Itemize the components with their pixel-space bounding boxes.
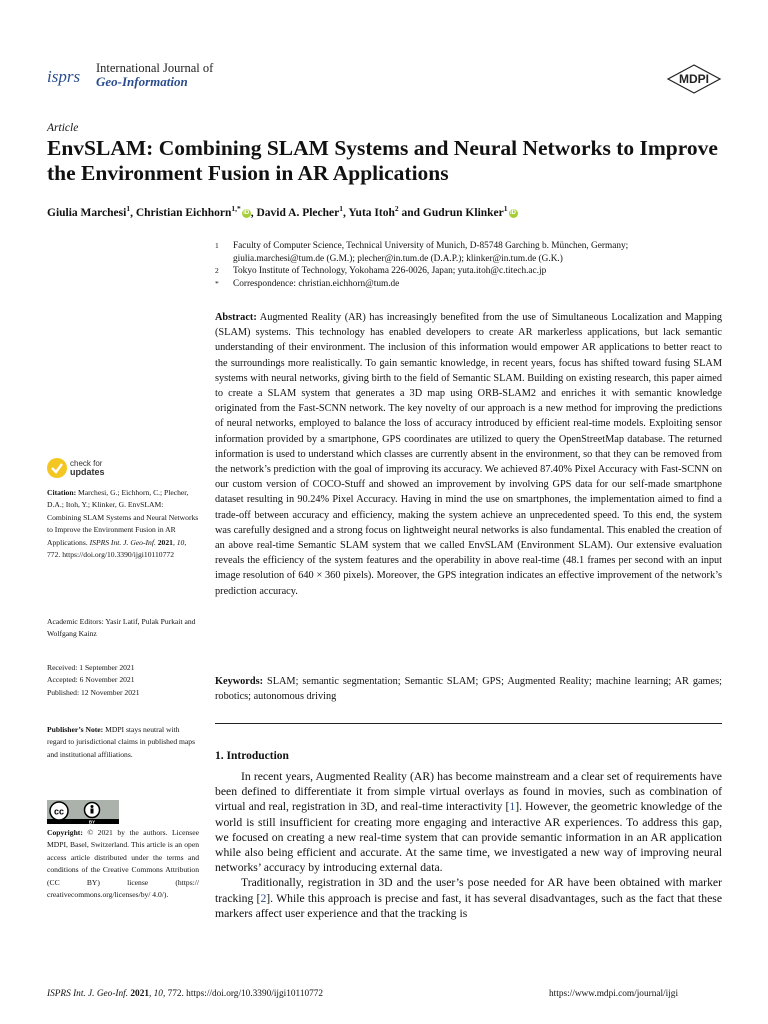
- author-affiliation-marker: 1,*: [231, 204, 241, 213]
- keywords-label: Keywords:: [215, 676, 264, 687]
- mdpi-logo: [666, 64, 722, 94]
- check-line1: check for: [70, 459, 103, 468]
- author-affiliation-marker: 1: [503, 204, 508, 213]
- citation-journal: ISPRS Int. J. Geo-Inf.: [89, 537, 156, 547]
- keywords-text: SLAM; semantic segmentation; Semantic SLAM; GPS; Augmented Reality; machine learning; AR games; robotics; autonomous driving: [215, 676, 722, 703]
- orcid-icon[interactable]: iD: [510, 209, 517, 216]
- logo-text: isprs: [47, 67, 81, 86]
- footer-citation: ISPRS Int. J. Geo-Inf. 2021, 10, 772. https://doi.org/10.3390/ijgi10110772: [47, 989, 324, 999]
- affiliations: [215, 240, 725, 290]
- citation-year: 2021: [157, 537, 173, 547]
- affiliation-number: 1: [215, 241, 219, 250]
- citation-text: Marchesi, G.; Eichhorn, C.; Plecher, D.A.; Itoh, Y.; Klinker, G. EnvSLAM: Combining SLAM Systems and Neural Networks to Improve the Environment Fusion in AR Applications.: [47, 488, 199, 547]
- author-name: Gudrun Klinker: [422, 206, 504, 219]
- affiliation-number: 2: [215, 266, 219, 275]
- author-separator: and: [398, 206, 423, 219]
- footer-journal-url[interactable]: https://www.mdpi.com/journal/ijgi: [549, 989, 679, 999]
- mdpi-text: MDPI: [679, 72, 709, 86]
- citation-block: Citation: Marchesi, G.; Eichhorn, C.; Plecher, D.A.; Itoh, Y.; Klinker, G. EnvSLAM: Combining SLAM Systems and Neural Networks to Improve the Environment Fusion in AR Applications. ISPRS Int. J. Geo-Inf. 2021, 10, 772. https://doi.org/10.3390/ijgi10110772: [47, 488, 199, 560]
- journal-line2: Geo-Information: [96, 74, 188, 89]
- paragraph-text: Traditionally, registration in 3D and the user’s pose needed for AR have been obtained with marker tracking [: [215, 876, 722, 905]
- paragraph-text: ]. However, the geometric knowledge of the world is still insufficient for creating more engaging and interactive AR experiences. To address this gap, we focused on creating a new real-time system that can provide semantic information in an AR application while also being efficient and accurate. At the same time, we investigated a new way of improving neural networks’ accuracy by introducing external data.: [215, 800, 723, 875]
- orcid-icon[interactable]: iD: [243, 209, 250, 216]
- affiliation-text: giulia.marchesi@tum.de (G.M.); plecher@in.tum.de (D.A.P.); klinker@in.tum.de (G.K.): [233, 253, 563, 264]
- academic-editors: Academic Editors: Yasir Latif, Pulak Purkait and Wolfgang Kainz: [47, 617, 196, 639]
- isprs-logo: [47, 66, 93, 88]
- footer-volume: 10: [153, 989, 163, 999]
- citation-volume: 10: [176, 537, 185, 547]
- author-separator: ,: [130, 206, 136, 219]
- abstract-label: Abstract:: [215, 312, 257, 323]
- author-affiliation-marker: 1: [126, 204, 131, 213]
- author-list: [47, 204, 518, 219]
- cc-by-text: BY: [88, 819, 96, 824]
- affiliation-row: [215, 278, 725, 291]
- citation-link[interactable]: 1: [509, 800, 516, 814]
- footer-year: 2021: [130, 989, 149, 999]
- copyright-text: © 2021 by the authors. Licensee MDPI, Basel, Switzerland. This article is an open access article distributed under the terms and conditions of the Creative Commons Attribution (CC BY) license (https:// creativecommons.org/licenses/by/ 4.0/).: [47, 828, 199, 900]
- check-for-updates-button[interactable]: [47, 458, 137, 482]
- affiliation-number: [215, 253, 233, 266]
- keywords: [215, 674, 722, 704]
- section-heading: 1. Introduction: [215, 750, 289, 762]
- author-separator: ,: [250, 206, 257, 219]
- affiliation-text: Tokyo Institute of Technology, Yokohama 226-0026, Japan; yuta.itoh@c.titech.ac.jp: [233, 266, 547, 276]
- check-updates-icon: [47, 458, 67, 478]
- affiliation-text: Correspondence: christian.eichhorn@tum.de: [233, 278, 400, 289]
- section-divider: [215, 723, 722, 724]
- publisher-note: [47, 724, 199, 761]
- footer-doi[interactable]: , 772. https://doi.org/10.3390/ijgi10110772: [162, 989, 324, 999]
- svg-text:cc: cc: [53, 806, 65, 817]
- published-date: Published: 12 November 2021: [47, 687, 140, 697]
- author-name: Yuta Itoh: [348, 206, 395, 219]
- citation-label: Citation:: [47, 488, 77, 497]
- abstract-text: Augmented Reality (AR) has increasingly benefited from the use of Simultaneous Localization and Mapping (SLAM) systems. This technology has enabled developers to create AR markerless applications, but lack semantic understanding of their environment. The inclusion of this information would empower AR applications to better react to the surroundings more realistically. To gain semantic knowledge, in recent years, focus has shifted toward fusing SLAM systems with neural networks, giving birth to the field of Semantic SLAM. Building on existing research, this paper aimed to create a SLAM system that generates a 3D map using ORB-SLAM2 and enriches it with semantic knowledge originated from the Fast-SCNN network. The key novelty of our approach is a new method for improving the predictions of neural networks, employed to balance the loss of accuracy introduced by efficient real-time models. Exploiting sensor information provided by a smartphone, GPS coordinates are utilized to query the OpenStreetMap database. The returned information is used to understand which classes are currently absent in the environment, so that they can be removed from the network’s prediction with the goal of improving its accuracy. We achieved 87.40% Pixel Accuracy with Fast-SCNN on our custom version of COCO-Stuff and showed an improvement by involving GPS data for our self-made smartphone dataset resulting in 90.24% Pixel Accuracy. Having in mind the use on smartphones, the implementation aimed to find a trade-off between accuracy and efficiency, making the system achieve an unprecedented speed. To this end, the system was carefully designed and a strong focus on lightweight neural networks is also fundamental. This enabled the creation of an above real-time Semantic SLAM system that we called EnvSLAM (Environment SLAM). Our extensive evaluation reveals the efficiency of the system features and the operability in above real-time (48.1 frames per second with an input image resolution of 640 × 360 pixels). Moreover, the GPS integration indicates an effective improvement of the network’s prediction accuracy.: [215, 312, 722, 597]
- author-separator: ,: [342, 206, 349, 219]
- check-line2: updates: [70, 467, 105, 477]
- note-text: MDPI stays neutral with regard to jurisdictional claims in published maps and institutional affiliations.: [47, 725, 196, 759]
- affiliation-number: *: [215, 278, 219, 288]
- author-name: Christian Eichhorn: [135, 206, 232, 219]
- journal-line1: International Journal of: [96, 61, 214, 75]
- received-date: Received: 1 September 2021: [47, 663, 135, 672]
- paragraph-text: ]. While this approach is precise and fast, it has several disadvantages, such as the fact that these markers affect user experience and that the tracking is: [215, 891, 723, 920]
- author-name: Giulia Marchesi: [47, 206, 127, 219]
- citation-doi: , 772. https://doi.org/10.3390/ijgi10110772: [47, 537, 187, 560]
- article-type-label: Article: [47, 122, 79, 134]
- affiliation-text: Faculty of Computer Science, Technical University of Munich, D-85748 Garching b. München, Germany;: [233, 241, 629, 251]
- cc-by-license-icon[interactable]: [47, 800, 119, 824]
- paper-title: EnvSLAM: Combining SLAM Systems and Neural Networks to Improve the Environment Fusion in AR Applications: [47, 136, 718, 185]
- journal-name: [96, 61, 213, 89]
- affiliation-row: [215, 253, 725, 266]
- paragraph-text: In recent years, Augmented Reality (AR) has become mainstream and a clear set of requirements have been defined to differentiate it from simple virtual overlays as found in movies, such as combination of virtual and real, registration in 3D, and real-time interactivity [: [215, 770, 722, 814]
- author-name: David A. Plecher: [256, 206, 340, 219]
- publication-dates: [47, 662, 199, 699]
- paragraph: [215, 769, 722, 875]
- affiliation-row: [215, 265, 725, 278]
- paragraph: [215, 875, 722, 921]
- author-affiliation-marker: 2: [394, 204, 399, 213]
- introduction-body: [215, 769, 722, 921]
- note-label: Publisher’s Note:: [47, 725, 104, 734]
- footer-journal: ISPRS Int. J. Geo-Inf.: [47, 989, 129, 999]
- author-affiliation-marker: 1: [339, 204, 343, 213]
- abstract: [215, 310, 722, 599]
- copyright-label: Copyright:: [47, 828, 83, 837]
- citation-link[interactable]: 2: [260, 891, 267, 905]
- accepted-date: Accepted: 6 November 2021: [47, 675, 135, 685]
- copyright-notice: [47, 827, 199, 901]
- affiliation-row: [215, 240, 725, 253]
- check-updates-label: [70, 459, 105, 477]
